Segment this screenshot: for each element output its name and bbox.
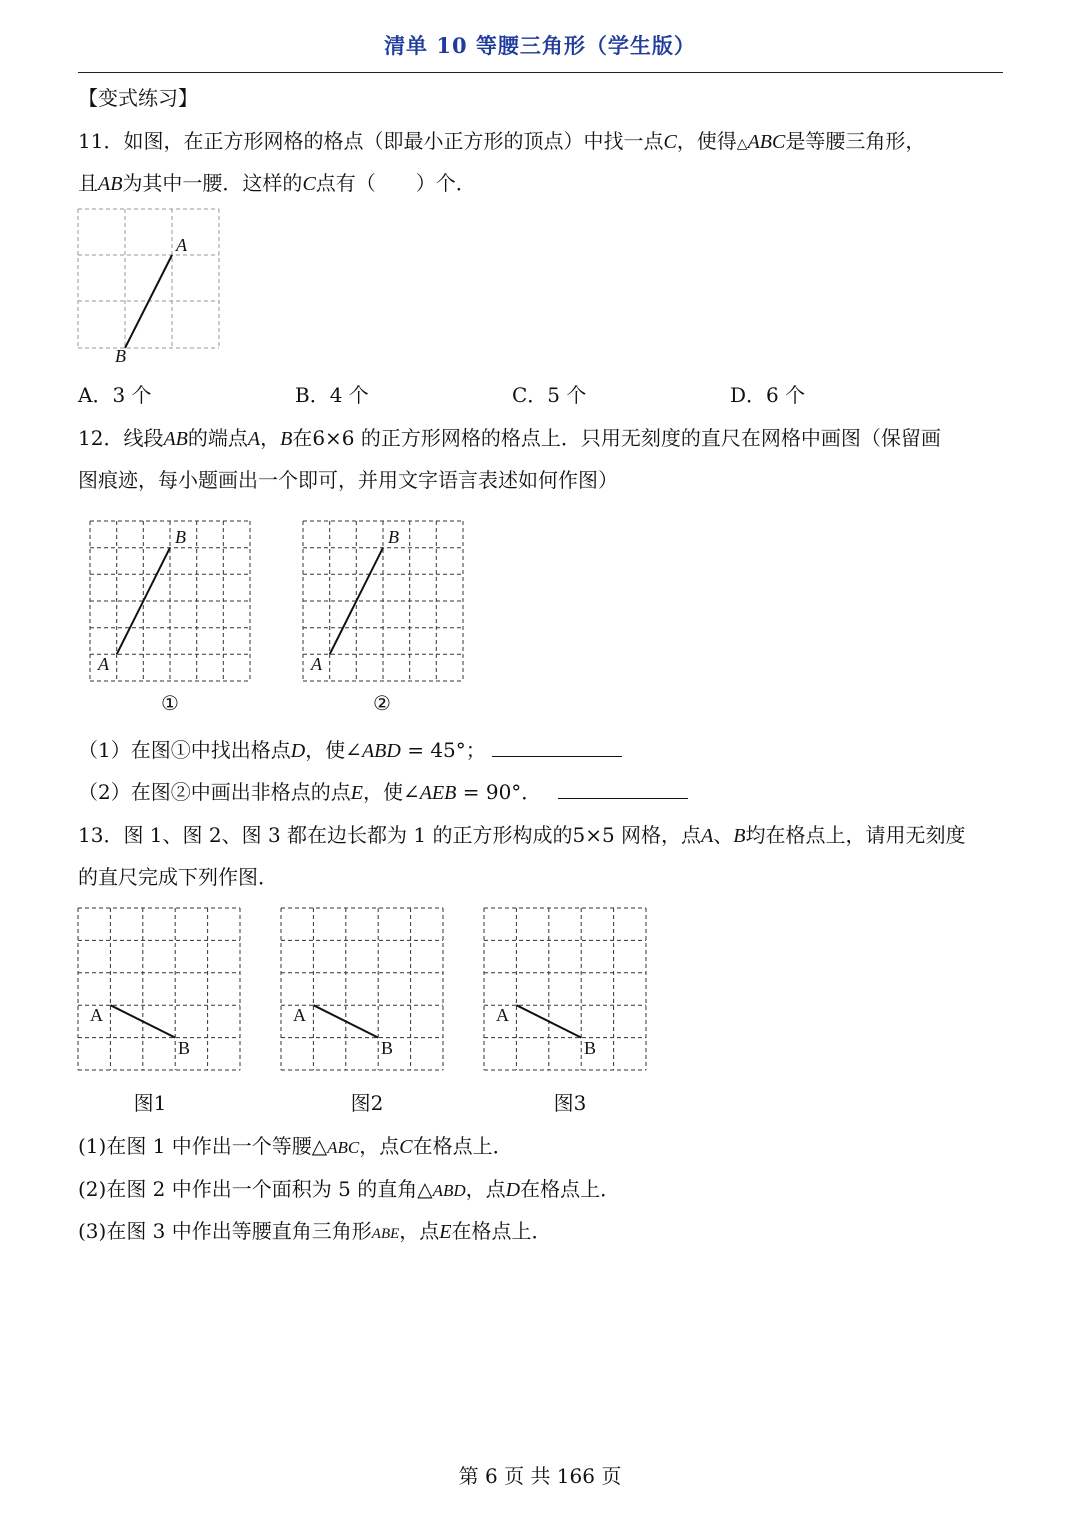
q11-var: AB	[98, 173, 123, 195]
point-label-a: A	[176, 235, 187, 255]
q12-text-line2: 图痕迹，每小题画出一个即可，并用文字语言表述如何作图）	[78, 468, 618, 492]
q12-text: = 90°．	[456, 780, 542, 804]
q11-var: C	[663, 131, 677, 153]
q12-var: A	[247, 428, 261, 450]
q13-text: ，点	[399, 1219, 440, 1243]
q13-part2	[78, 1175, 1008, 1205]
point-label-b: B	[584, 1038, 597, 1058]
q13-var: E	[439, 1221, 452, 1243]
q13-text: (3)在图 3 中作出等腰直角三角形	[78, 1219, 372, 1243]
q11-text-line1	[78, 127, 1008, 158]
q12-text: ，	[260, 426, 281, 450]
q11-text-line2	[78, 169, 1008, 198]
q12-text: （1）在图①中找出格点	[78, 738, 291, 762]
q13-text: 、	[713, 823, 734, 847]
q11-text: 为其中一腰．这样的	[122, 171, 303, 195]
q13-part1	[78, 1132, 1008, 1162]
point-label-a: A	[90, 1005, 103, 1025]
point-label-b: B	[115, 346, 126, 366]
q13-var: ABE	[371, 1226, 400, 1242]
q11-option-a[interactable]: A．3 个	[78, 383, 152, 407]
q12-text-line1	[78, 424, 1008, 453]
answer-blank[interactable]	[558, 778, 688, 799]
answer-blank[interactable]	[492, 736, 622, 757]
q13-text: (1)在图 1 中作出一个等腰△	[78, 1134, 328, 1158]
q13-text: 在格点上．	[520, 1177, 621, 1201]
q13-text: 在格点上．	[451, 1219, 552, 1243]
q11-option-d[interactable]: D．6 个	[730, 383, 806, 407]
q11-option-b[interactable]: B．4 个	[295, 383, 369, 407]
q12-text: 12．线段	[78, 426, 164, 450]
q13-grid-figure-1	[70, 900, 250, 1075]
q12-var: D	[290, 740, 306, 762]
q13-text: 在格点上．	[412, 1134, 513, 1158]
q12-var: AB	[163, 428, 188, 450]
q13-caption-2: 图2	[350, 1091, 384, 1115]
q11-text: 且	[78, 171, 98, 195]
q12-text: ，使∠	[305, 738, 362, 762]
q13-text: 13．图 1、图 2、图 3 都在边长都为 1 的正方形构成的5×5 网格，点	[78, 823, 702, 847]
segment-ab	[313, 1005, 378, 1037]
q12-caption-2: ②	[373, 691, 391, 715]
q13-var: B	[733, 825, 746, 847]
q11-text: 是等腰三角形，	[785, 129, 926, 153]
q12-var: ABD	[361, 740, 401, 762]
q12-text: （2）在图②中画出非格点的点	[78, 780, 351, 804]
q13-var: ABD	[432, 1181, 466, 1200]
q13-var: C	[399, 1136, 413, 1158]
q11-var: C	[302, 173, 316, 195]
q11-text: ，使得	[676, 129, 737, 153]
q13-grid-figure-2	[273, 900, 453, 1075]
triangle-symbol: △	[736, 136, 748, 152]
point-label-a: A	[311, 654, 322, 674]
q12-grid-figure-2	[293, 512, 473, 687]
q13-text: ，点	[359, 1134, 400, 1158]
q12-text: ，使∠	[362, 780, 420, 804]
segment-ab	[110, 1005, 175, 1037]
point-label-a: A	[98, 654, 109, 674]
q11-option-c[interactable]: C．5 个	[512, 383, 587, 407]
q13-part3	[78, 1217, 1008, 1248]
q12-part2	[78, 778, 1008, 807]
point-label-b: B	[178, 1038, 191, 1058]
segment-ab	[516, 1005, 581, 1037]
q11-var: ABC	[747, 131, 786, 153]
q13-text: ，点	[465, 1177, 506, 1201]
q11-text: 点有（ ）个．	[315, 171, 476, 195]
q13-text: 均在格点上，请用无刻度	[745, 823, 966, 847]
q12-text: 的端点	[187, 426, 248, 450]
q13-caption-1: 图1	[133, 1091, 167, 1115]
section-label: 【变式练习】	[78, 86, 198, 110]
q12-text: 在6×6 的正方形网格的格点上．只用无刻度的直尺在网格中画图（保留画	[292, 426, 941, 450]
point-label-a: A	[293, 1005, 306, 1025]
q12-part1	[78, 736, 1008, 765]
q13-var: D	[505, 1179, 521, 1201]
q13-text: (2)在图 2 中作出一个面积为 5 的直角△	[78, 1177, 433, 1201]
q12-grid-figure-1	[80, 512, 260, 687]
q11-grid-figure	[70, 200, 235, 370]
q13-text-line1	[78, 821, 1008, 850]
q13-caption-3: 图3	[553, 1091, 587, 1115]
q12-text: = 45°；	[400, 738, 486, 762]
q12-caption-1: ①	[161, 691, 179, 715]
q13-var: A	[701, 825, 714, 847]
point-label-a: A	[496, 1005, 509, 1025]
page-header-title: 清单 10 等腰三角形（学生版）	[384, 33, 696, 58]
q12-var: AEB	[419, 782, 457, 804]
q13-grid-figure-3	[476, 900, 656, 1075]
q12-var: E	[350, 782, 363, 804]
point-label-b: B	[388, 527, 399, 547]
point-label-b: B	[381, 1038, 394, 1058]
q13-var: ABC	[327, 1138, 360, 1157]
header-divider	[78, 72, 1003, 73]
q11-text: 11．如图，在正方形网格的格点（即最小正方形的顶点）中找一点	[78, 129, 664, 153]
q13-text-line2: 的直尺完成下列作图．	[78, 865, 278, 889]
page-number: 第 6 页 共 166 页	[458, 1464, 622, 1488]
q12-var: B	[280, 428, 293, 450]
point-label-b: B	[175, 527, 186, 547]
